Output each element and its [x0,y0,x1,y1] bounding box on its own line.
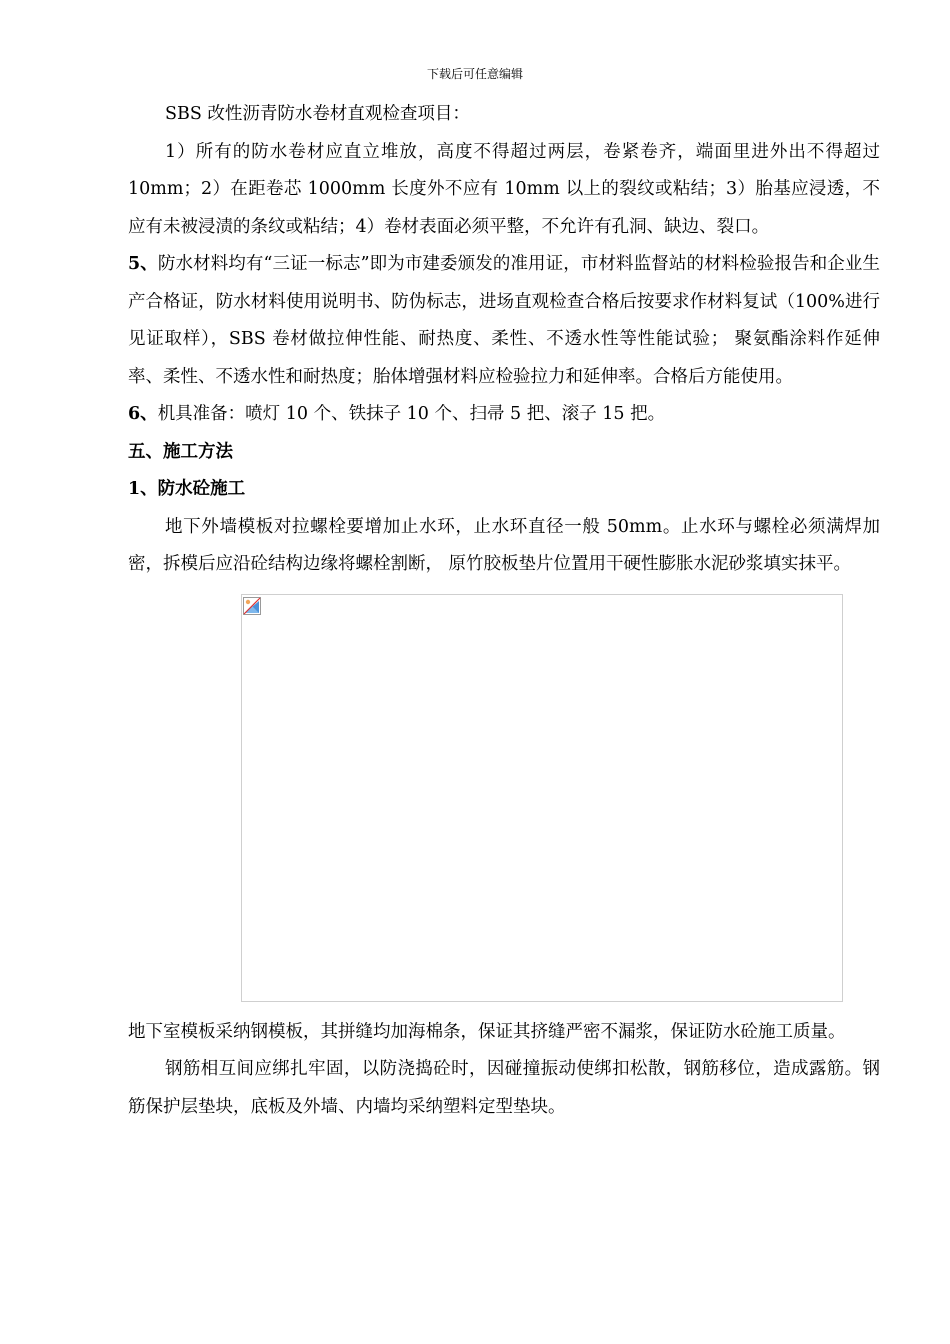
figure-image-placeholder [241,594,843,1002]
paragraph-certificates [128,246,880,396]
page-header: 下载后可任意编辑 [426,67,523,81]
subsection-heading: 1、防水砼施工 [128,479,246,499]
document-body [128,96,880,1126]
section-heading: 五、施工方法 [128,441,233,462]
paragraph-tie-bolts: 地下外墙模板对拉螺栓要增加止水环，止水环直径一般 50mm。止水环与螺栓必须满焊加密，拆模后应沿砼结构边缘将螺栓割断， 原竹胶板垫片位置用干硬性膨胀水泥砂浆填实抹平。 [128,516,880,574]
broken-image-icon [243,597,261,615]
paragraph-formwork: 地下室模板采纳钢模板，其拼缝均加海棉条，保证其挤缝严密不漏浆，保证防水砼施工质量。 [128,1021,846,1042]
paragraph-sbs-check-items: 1）所有的防水卷材应直立堆放，高度不得超过两层，卷紧卷齐，端面里进外出不得超过 10mm；2）在距卷芯 1000mm 长度外不应有 10mm 以上的裂纹或粘结；3）胎基应浸透，不应有未被浸渍的条纹或粘结；4）卷材表面必须平整，不允许有孔洞、缺边、裂口。 [128,141,880,237]
item-number: 6、 [128,404,158,424]
paragraph-sbs-check-title: SBS 改性沥青防水卷材直观检查项目： [165,104,470,124]
paragraph-tools [128,396,880,434]
paragraph-text: 机具准备：喷灯 10 个、铁抹子 10 个、扫帚 5 把、滚子 15 把。 [157,404,666,424]
paragraph-rebar: 钢筋相互间应绑扎牢固，以防浇捣砼时，因碰撞振动使绑扣松散，钢筋移位，造成露筋。钢筋保护层垫块，底板及外墙、内墙均采纳塑料定型垫块。 [128,1059,880,1117]
figure-container [128,584,880,1014]
item-number: 5、 [128,254,158,274]
paragraph-text: 防水材料均有“三证一标志”即为市建委颁发的准用证，市材料监督站的材料检验报告和企业生产合格证，防水材料使用说明书、防伪标志，进场直观检查合格后按要求作材料复试（100%进行见证取样），SBS 卷材做拉伸性能、耐热度、柔性、不透水性等性能试验； 聚氨酯涂料作延伸率、柔性、不透水性和耐热度；胎体增强材料应检验拉力和延伸率。合格后方能使用。 [128,254,880,387]
